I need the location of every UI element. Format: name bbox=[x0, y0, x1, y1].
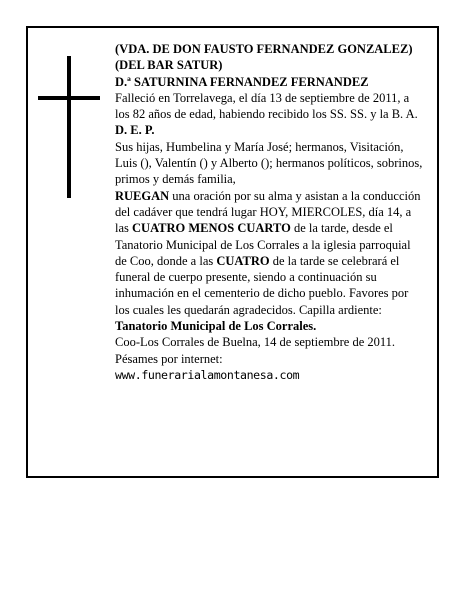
cross-horizontal-bar bbox=[38, 96, 100, 100]
chapel-text: Tanatorio Municipal de Los Corrales. bbox=[115, 319, 317, 334]
place-date: Coo-Los Corrales de Buelna, 14 de septiembre de 2011. bbox=[115, 335, 396, 350]
condolences-label: Pésames por internet: bbox=[115, 351, 223, 366]
rip-line: D. E. P. bbox=[115, 123, 155, 138]
cross-vertical-bar bbox=[67, 56, 71, 198]
death-info: Falleció en Torrelavega, el día 13 de septiembre de 2011, a los 82 años de edad, habiendo recibido los SS. SS. y la B. A. bbox=[115, 90, 418, 122]
heading-line: (VDA. DE DON FAUSTO FERNANDEZ GONZALEZ) (DEL BAR SATUR) bbox=[115, 42, 413, 73]
cross-icon bbox=[38, 56, 100, 198]
deceased-name: D.ª SATURNINA FERNANDEZ FERNANDEZ bbox=[115, 74, 369, 89]
family-text: Sus hijas, Humbelina y María José; hermanos, Visitación, Luis (), Valentín () y Alberto (); hermanos políticos, sobrinos, primos y demás familia, bbox=[115, 139, 423, 187]
notice-text bbox=[115, 41, 425, 383]
funeral-time-text: CUATRO bbox=[216, 253, 270, 268]
funeral-text: de la tarde se celebrará el funeral de cuerpo presente, siendo a continuación su inhumación en el cementerio de dicho pueblo. Favores por los cuales les quedarán agradecidos. Capilla ardiente: bbox=[115, 253, 409, 317]
obituary-notice bbox=[26, 26, 439, 478]
website-link[interactable]: www.funerarialamontanesa.com bbox=[115, 367, 300, 382]
route-text: de la tarde, desde el Tanatorio Municipal de Los Corrales a la iglesia parroquial de Coo, donde a las bbox=[115, 221, 411, 268]
request-text: una oración por su alma y asistan a la conducción del cadáver que tendrá lugar HOY, MIERCOLES, día 14, a las bbox=[115, 188, 421, 236]
family-paragraph bbox=[115, 139, 425, 335]
time-text: CUATRO MENOS CUARTO bbox=[132, 221, 291, 236]
ruegan-text: RUEGAN bbox=[115, 188, 170, 203]
